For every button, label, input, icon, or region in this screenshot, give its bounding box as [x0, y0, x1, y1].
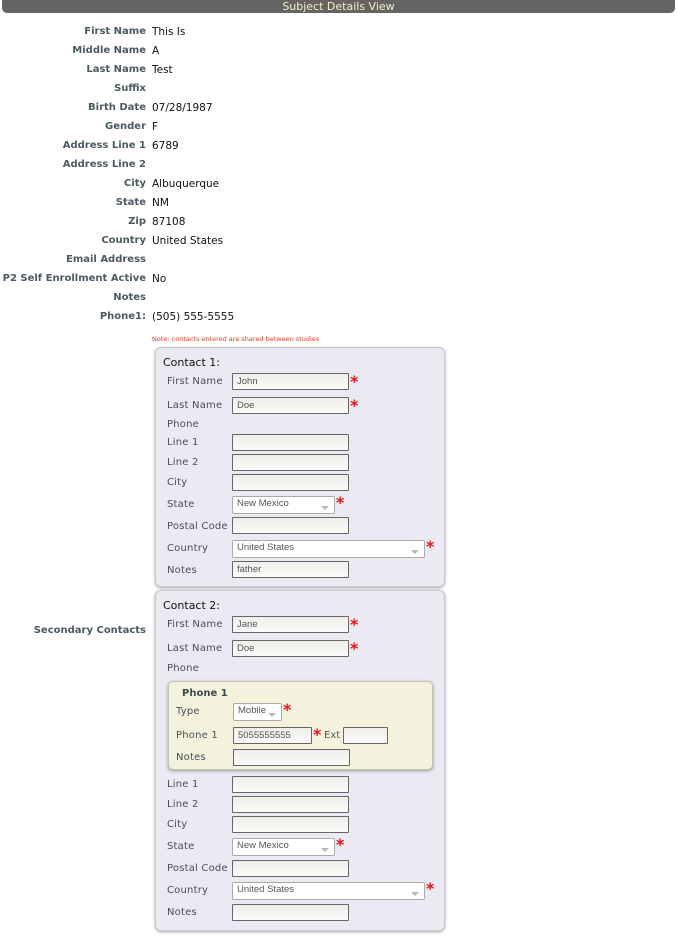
detail-row-email: [0, 252, 678, 268]
contact2-city-input[interactable]: [232, 816, 349, 833]
detail-value: No: [152, 273, 167, 285]
chevron-down-icon: [321, 848, 329, 852]
contact1-country-select[interactable]: [232, 540, 425, 558]
type-label: Type: [176, 706, 200, 717]
detail-row-middle-name: [0, 43, 678, 59]
detail-value: Albuquerque: [152, 178, 220, 190]
required-asterisk-icon: *: [283, 700, 292, 719]
country-label: Country: [167, 885, 209, 896]
secondary-contacts-label: Secondary Contacts: [33, 625, 146, 636]
detail-label: Zip: [128, 216, 146, 227]
phone-notes-label: Notes: [176, 752, 206, 763]
detail-row-state: [0, 195, 678, 211]
contact2-postal-code-input[interactable]: [232, 860, 349, 877]
contact2-first-name-input[interactable]: Jane: [232, 616, 349, 633]
detail-row-zip: [0, 214, 678, 230]
selected-value: United States: [237, 542, 295, 553]
detail-row-first-name: [0, 24, 678, 40]
detail-row-notes: [0, 290, 678, 306]
detail-label: Notes: [113, 292, 146, 303]
chevron-down-icon: [321, 506, 329, 510]
city-label: City: [167, 819, 188, 830]
contact2-state-select[interactable]: [232, 838, 335, 856]
detail-label: Address Line 2: [62, 159, 146, 170]
contact-title: Contact 2:: [163, 599, 220, 612]
required-asterisk-icon: *: [426, 537, 435, 556]
detail-row-address-line-2: [0, 157, 678, 173]
selected-value: New Mexico: [237, 498, 289, 509]
required-asterisk-icon: *: [313, 725, 322, 744]
state-label: State: [167, 841, 195, 852]
line2-label: Line 2: [167, 457, 199, 468]
detail-label: City: [123, 178, 146, 189]
line2-label: Line 2: [167, 799, 199, 810]
detail-label: First Name: [84, 26, 146, 37]
chevron-down-icon: [411, 892, 419, 896]
required-asterisk-icon: *: [350, 372, 359, 391]
contact1-line1-input[interactable]: [232, 434, 349, 451]
page-title: Subject Details View: [2, 0, 675, 13]
required-asterisk-icon: *: [350, 396, 359, 415]
detail-label: Country: [101, 235, 146, 246]
contact1-city-input[interactable]: [232, 474, 349, 491]
phone-label: Phone: [167, 663, 199, 674]
line1-label: Line 1: [167, 779, 199, 790]
required-asterisk-icon: *: [336, 493, 345, 512]
phone-notes-input[interactable]: [233, 749, 350, 766]
detail-value: 07/28/1987: [152, 102, 213, 114]
detail-value: United States: [152, 235, 224, 247]
detail-value: F: [152, 121, 159, 133]
detail-row-phone1: [0, 309, 678, 325]
detail-label: Phone1:: [99, 311, 146, 322]
phone-label: Phone: [167, 419, 199, 430]
state-label: State: [167, 499, 195, 510]
detail-row-city: [0, 176, 678, 192]
first-name-label: First Name: [167, 376, 223, 387]
contact2-last-name-input[interactable]: Doe: [232, 640, 349, 657]
contact1-line2-input[interactable]: [232, 454, 349, 471]
detail-label: Birth Date: [88, 102, 146, 113]
detail-value: 87108: [152, 216, 186, 228]
city-label: City: [167, 477, 188, 488]
contact2-country-select[interactable]: [232, 882, 425, 900]
phone-number-input[interactable]: 5055555555: [233, 727, 312, 744]
required-asterisk-icon: *: [336, 835, 345, 854]
selected-value: United States: [237, 884, 295, 895]
detail-value: Test: [152, 64, 173, 76]
detail-label: Last Name: [86, 64, 146, 75]
contact1-last-name-input[interactable]: Doe: [232, 397, 349, 414]
detail-row-p2-self-enrollment: [0, 271, 678, 287]
detail-value: A: [152, 45, 160, 57]
contact-card-1: [155, 347, 445, 587]
notes-label: Notes: [167, 565, 197, 576]
detail-value: 6789: [152, 140, 179, 152]
detail-row-last-name: [0, 62, 678, 78]
postal-code-label: Postal Code: [167, 521, 228, 532]
detail-label: State: [115, 197, 146, 208]
phone-ext-input[interactable]: [343, 727, 388, 744]
detail-row-gender: [0, 119, 678, 135]
phone1-label: Phone 1: [176, 730, 218, 741]
contact2-line1-input[interactable]: [232, 776, 349, 793]
detail-label: Middle Name: [72, 45, 146, 56]
detail-row-suffix: [0, 81, 678, 97]
ext-label: Ext: [324, 730, 341, 741]
chevron-down-icon: [411, 550, 419, 554]
last-name-label: Last Name: [167, 400, 223, 411]
contact2-line2-input[interactable]: [232, 796, 349, 813]
detail-row-birth-date: [0, 100, 678, 116]
selected-value: New Mexico: [237, 840, 289, 851]
contact-card-2: [155, 590, 445, 931]
contact1-state-select[interactable]: [232, 496, 335, 514]
detail-label: Email Address: [65, 254, 146, 265]
contact-title: Contact 1:: [163, 356, 220, 369]
required-asterisk-icon: *: [350, 639, 359, 658]
contact1-notes-input[interactable]: father: [232, 561, 349, 578]
line1-label: Line 1: [167, 437, 199, 448]
phone-type-select[interactable]: [233, 703, 282, 721]
detail-label: Suffix: [114, 83, 146, 94]
last-name-label: Last Name: [167, 643, 223, 654]
required-asterisk-icon: *: [350, 615, 359, 634]
chevron-down-icon: [268, 713, 276, 717]
detail-row-address-line-1: [0, 138, 678, 154]
postal-code-label: Postal Code: [167, 863, 228, 874]
detail-row-country: [0, 233, 678, 249]
required-asterisk-icon: *: [426, 879, 435, 898]
notes-label: Notes: [167, 907, 197, 918]
contacts-shared-note: Note: contacts entered are shared between studies: [152, 335, 320, 343]
detail-value: This Is: [152, 26, 186, 38]
selected-value: Mobile: [238, 705, 266, 716]
detail-label: Gender: [105, 121, 146, 132]
contact2-notes-input[interactable]: [232, 904, 349, 921]
country-label: Country: [167, 543, 209, 554]
phone-entry-title: Phone 1: [182, 688, 228, 699]
contact1-postal-code-input[interactable]: [232, 517, 349, 534]
detail-value: (505) 555-5555: [152, 311, 235, 323]
phone-entry-box: [168, 681, 433, 770]
detail-label: P2 Self Enrollment Active: [2, 273, 146, 284]
detail-value: NM: [152, 197, 169, 209]
first-name-label: First Name: [167, 619, 223, 630]
contact1-first-name-input[interactable]: John: [232, 373, 349, 390]
detail-label: Address Line 1: [62, 140, 146, 151]
